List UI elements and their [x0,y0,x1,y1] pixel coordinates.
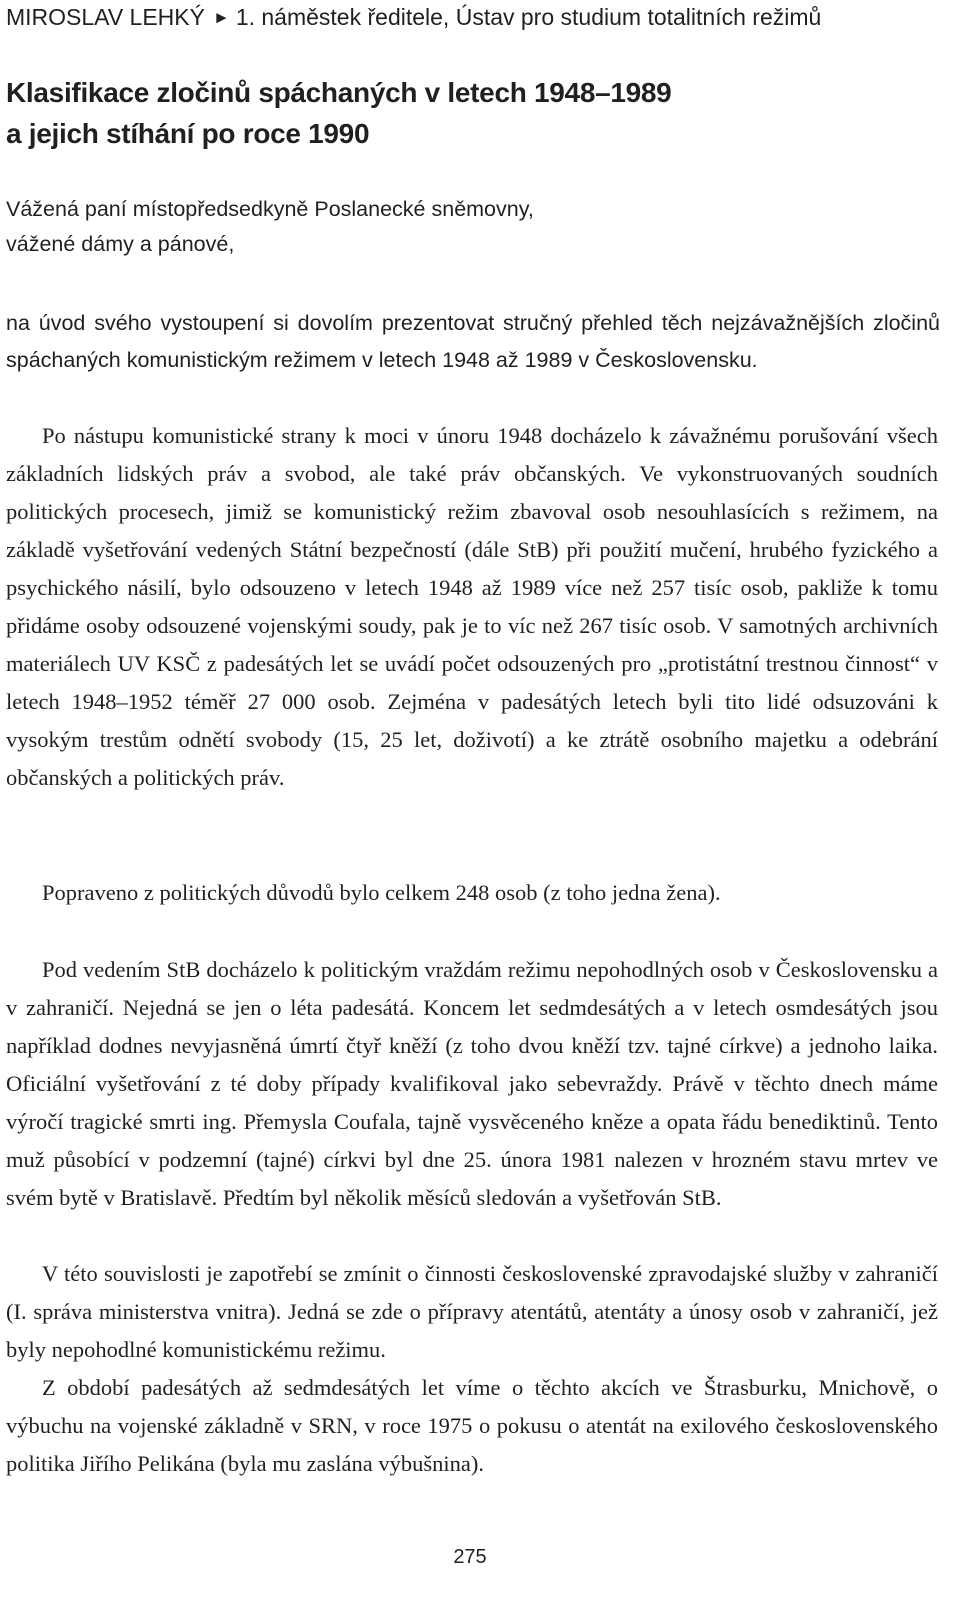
article-title-line-2: a jejich stíhání po roce 1990 [6,118,370,149]
running-head-author: MIROSLAV LEHKÝ [6,4,205,30]
body-paragraph-4: V této souvislosti je zapotřebí se zmínit o činnosti československé zpravodajské služby v zahraničí (I. správa ministerstva vnitra). Jedná se zde o přípravy atentátů, atentáty a únosy osob v zahraničí, jež byly nepohodlné komunistickému režimu. [6,1261,938,1362]
intro-paragraph: na úvod svého vystoupení si dovolím prezentovat stručný přehled těch nejzávažnějších zločinů spáchaných komunistickým režimem v letech 1948 až 1989 v Československu. [6,311,940,372]
body-paragraph-3: Pod vedením StB docházelo k politickým vraždám režimu nepohodlných osob v Československu a v zahraničí. Nejedná se jen o léta padesátá. Koncem let sedmdesátých a v letech osmdesátých jsou například dodnes nevyjasněná úmrtí čtyř kněží (z toho dvou kněží tzv. tajné církve) a jednoho laika. Oficiální vyšetřování z té doby případy kvalifikoval jako sebevraždy. Právě v těchto dnech máme výročí tragické smrti ing. Přemysla Coufala, tajně vysvěceného kněze a opata řádu benediktinů. Tento muž působící v podzemní (tajné) církvi byl dne 25. února 1981 nalezen v hrozném stavu mrtev ve svém bytě v Bratislavě. Předtím byl několik měsíců sledován a vyšetřován StB. [6,957,938,1210]
body-paragraph-2: Popraveno z politických důvodů bylo celkem 248 osob (z toho jedna žena). [42,880,721,905]
salutation [6,192,946,262]
page-number: 275 [453,1546,487,1568]
salutation-line-2: vážené dámy a pánové, [6,232,235,256]
body-paragraph-5: Z období padesátých až sedmdesátých let víme o těchto akcích ve Štrasburku, Mnichově, o výbuchu na vojenské základně v SRN, v roce 1975 o pokusu o atentát na exilového československého politika Jiřího Pelikána (byla mu zaslána výbušnina). [6,1375,938,1476]
triangle-right-icon: ► [212,8,230,27]
running-head-role: 1. náměstek ředitele, Ústav pro studium totalitních režimů [235,4,822,30]
article-title-line-1: Klasifikace zločinů spáchaných v letech 1948–1989 [6,77,672,108]
salutation-line-1: Vážená paní místopředsedkyně Poslanecké sněmovny, [6,197,534,221]
body-paragraph-1: Po nástupu komunistické strany k moci v únoru 1948 docházelo k závažnému porušování všech základních lidských práv a svobod, ale také práv občanských. Ve vykonstruovaných soudních politických procesech, jimiž se komunistický režim zbavoval osob nesouhlasících s režimem, na základě vyšetřování vedených Státní bezpečností (dále StB) při použití mučení, hrubého fyzického a psychického násilí, bylo odsouzeno v letech 1948 až 1989 více než 257 tisíc osob, pakliže k tomu přidáme osoby odsouzené vojenskými soudy, pak je to víc než 267 tisíc osob. V samotných archivních materiálech UV KSČ z padesátých let se uvádí počet odsouzených pro „protistátní trestnou činnost“ v letech 1948–1952 téměř 27 000 osob. Zejména v padesátých letech byli tito lidé odsuzováni k vysokým trestům odnětí svobody (15, 25 let, doživotí) a ke ztrátě osobního majetku a odebrání občanských a politických práv. [6,423,938,790]
running-head [6,2,956,32]
article-title [6,72,946,154]
